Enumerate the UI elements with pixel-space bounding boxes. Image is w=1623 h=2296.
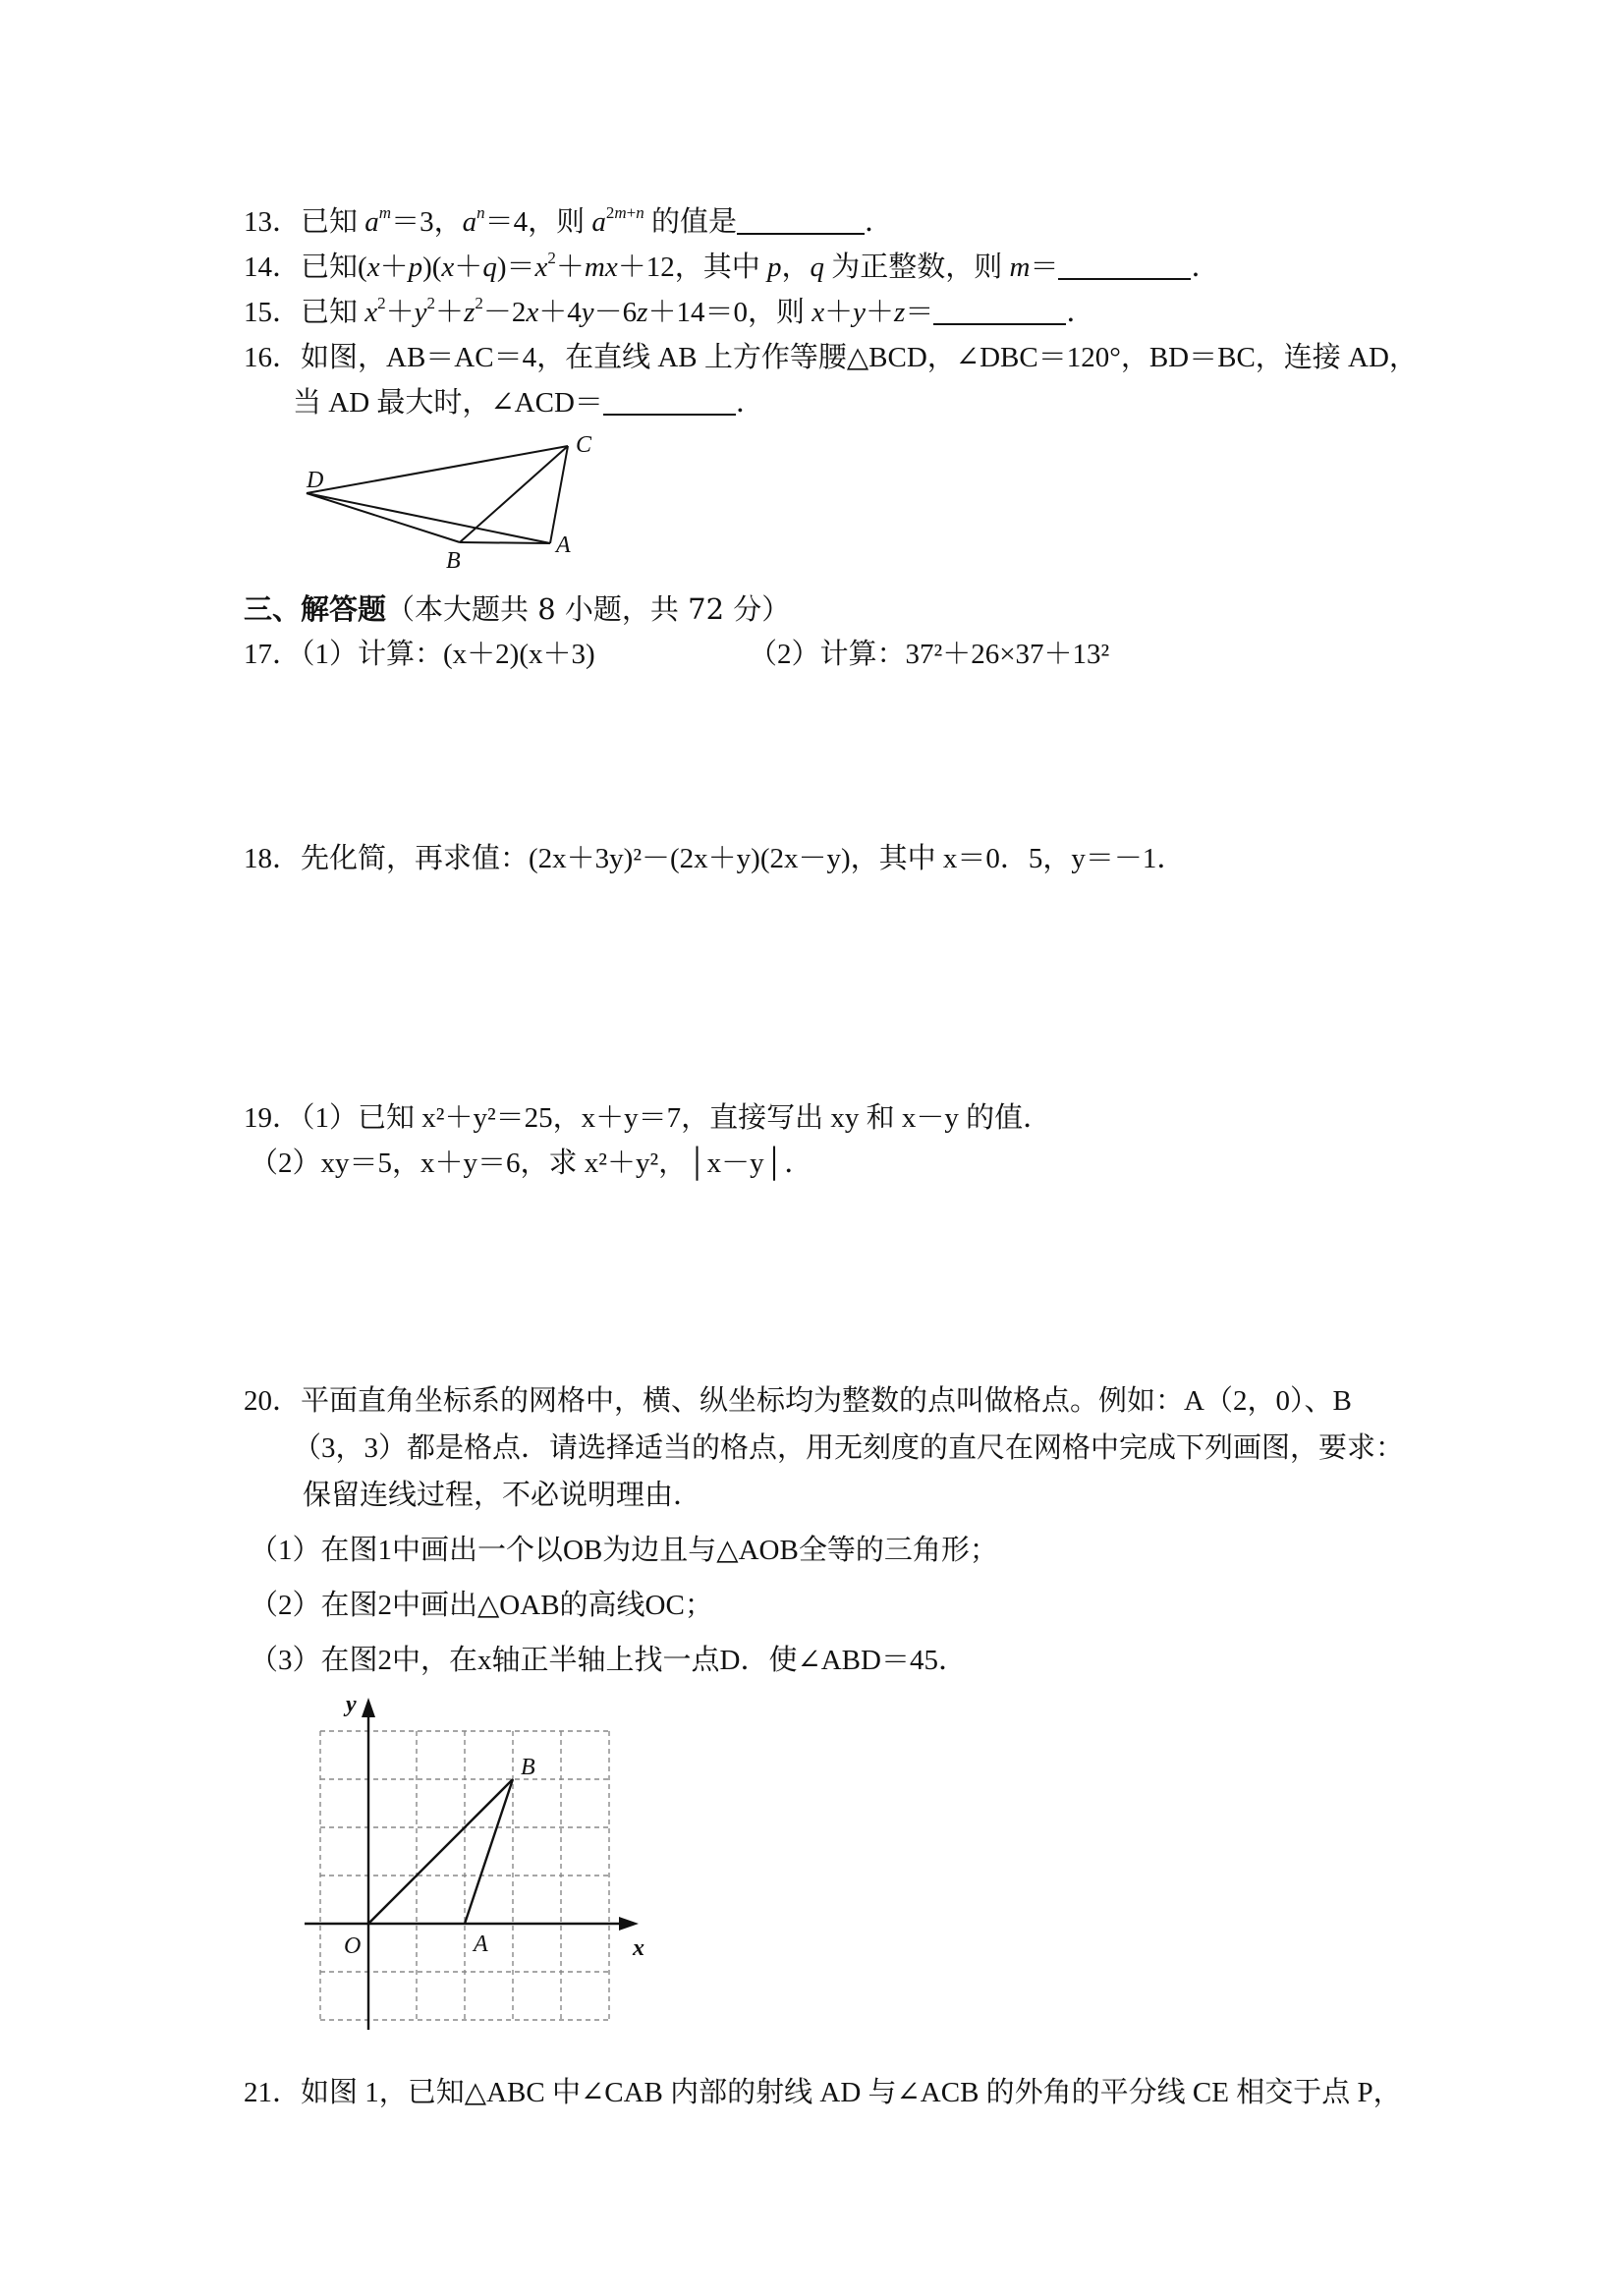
question-20-sub1: （1）在图1中画出一个以OB为边且与△AOB全等的三角形； bbox=[250, 1535, 998, 1566]
q17-part1: （1）计算：(x＋2)(x＋3) bbox=[301, 639, 595, 670]
answer-blank[interactable] bbox=[603, 388, 736, 416]
segment-db bbox=[307, 493, 460, 542]
grid-lines bbox=[320, 1731, 609, 2020]
q21-number: 21． bbox=[244, 2077, 302, 2108]
x-axis-arrow-icon bbox=[619, 1917, 639, 1931]
segment-ba bbox=[460, 542, 550, 543]
question-19-part2: （2）xy＝5，x＋y＝6，求 x²＋y²，│x－y│． bbox=[250, 1148, 813, 1179]
question-16-line1: 16．如图，AB＝AC＝4，在直线 AB 上方作等腰△BCD，∠DBC＝120°，BD＝BC，连接 AD， bbox=[244, 342, 1418, 373]
label-y: y bbox=[346, 1692, 357, 1717]
q20-number: 20． bbox=[244, 1385, 302, 1417]
question-17 bbox=[244, 637, 595, 672]
q15-number: 15． bbox=[244, 297, 302, 328]
label-a: A bbox=[556, 532, 571, 558]
label-d: D bbox=[307, 468, 324, 493]
q16-triangle-figure bbox=[285, 432, 619, 580]
q14-number: 14． bbox=[244, 252, 302, 283]
label-b: B bbox=[446, 548, 461, 574]
question-20-line1: 20．平面直角坐标系的网格中，横、纵坐标均为整数的点叫做格点。例如：A（2，0）、B bbox=[244, 1385, 1352, 1417]
segment-dc bbox=[307, 446, 568, 493]
question-16-line2: 当 AD 最大时，∠ACD＝ ． bbox=[293, 387, 764, 419]
q16-number: 16． bbox=[244, 342, 302, 373]
label-c: C bbox=[576, 432, 592, 458]
triangle-oab bbox=[368, 1779, 513, 1924]
question-20-sub2: （2）在图2中画出△OAB的高线OC； bbox=[250, 1590, 713, 1621]
label-x: x bbox=[633, 1935, 644, 1961]
segment-bc bbox=[460, 446, 568, 542]
question-20-sub3: （3）在图2中，在x轴正半轴上找一点D．使∠ABD＝45． bbox=[250, 1645, 967, 1676]
label-b: B bbox=[521, 1755, 535, 1780]
q18-number: 18． bbox=[244, 843, 302, 874]
answer-blank[interactable] bbox=[933, 298, 1066, 325]
question-18: 18．先化简，再求值：(2x＋3y)²－(2x＋y)(2x－y)，其中 x＝0．5，y＝－1． bbox=[244, 843, 1186, 874]
section-note: （本大题共 8 小题，共 72 分） bbox=[386, 592, 791, 626]
answer-blank[interactable] bbox=[1058, 252, 1191, 280]
question-20-line2: （3，3）都是格点．请选择适当的格点，用无刻度的直尺在网格中完成下列画图，要求： bbox=[293, 1432, 1405, 1464]
q19-number: 19． bbox=[244, 1102, 302, 1134]
q20-grid-figure bbox=[295, 1690, 668, 2044]
q13-number: 13． bbox=[244, 206, 302, 238]
question-13: 13．已知 $a^m=3$，$a^n=4$，则 $a^{2m+n}$ 的值是 ． bbox=[244, 203, 893, 238]
question-14: 14．已知$(x+p)(x+q)=x^2+mx+12$，其中 p，q 为正整数，则 m＝ ． bbox=[244, 249, 1220, 283]
answer-blank[interactable] bbox=[737, 207, 865, 235]
y-axis-arrow-icon bbox=[362, 1698, 375, 1717]
question-21: 21．如图 1，已知△ABC 中∠CAB 内部的射线 AD 与∠ACB 的外角的平分线 CE 相交于点 P， bbox=[244, 2077, 1402, 2108]
question-15: 15．已知 $x^2+y^2+z^2-2x+4y-6z+14=0$，则 x＋y＋z＝ ． bbox=[244, 294, 1095, 328]
segment-da bbox=[307, 493, 550, 543]
section-3-header bbox=[244, 591, 790, 627]
section-title: 三、解答题 bbox=[244, 592, 387, 626]
q17-number: 17． bbox=[244, 639, 302, 670]
label-a: A bbox=[474, 1932, 488, 1957]
question-19-part1: 19．（1）已知 x²＋y²＝25，x＋y＝7，直接写出 xy 和 x－y 的值． bbox=[244, 1102, 1052, 1134]
question-20-line3: 保留连线过程，不必说明理由． bbox=[303, 1480, 702, 1511]
question-17-part2: （2）计算：37²＋26×37＋13² bbox=[749, 639, 1110, 670]
label-o: O bbox=[344, 1933, 362, 1959]
